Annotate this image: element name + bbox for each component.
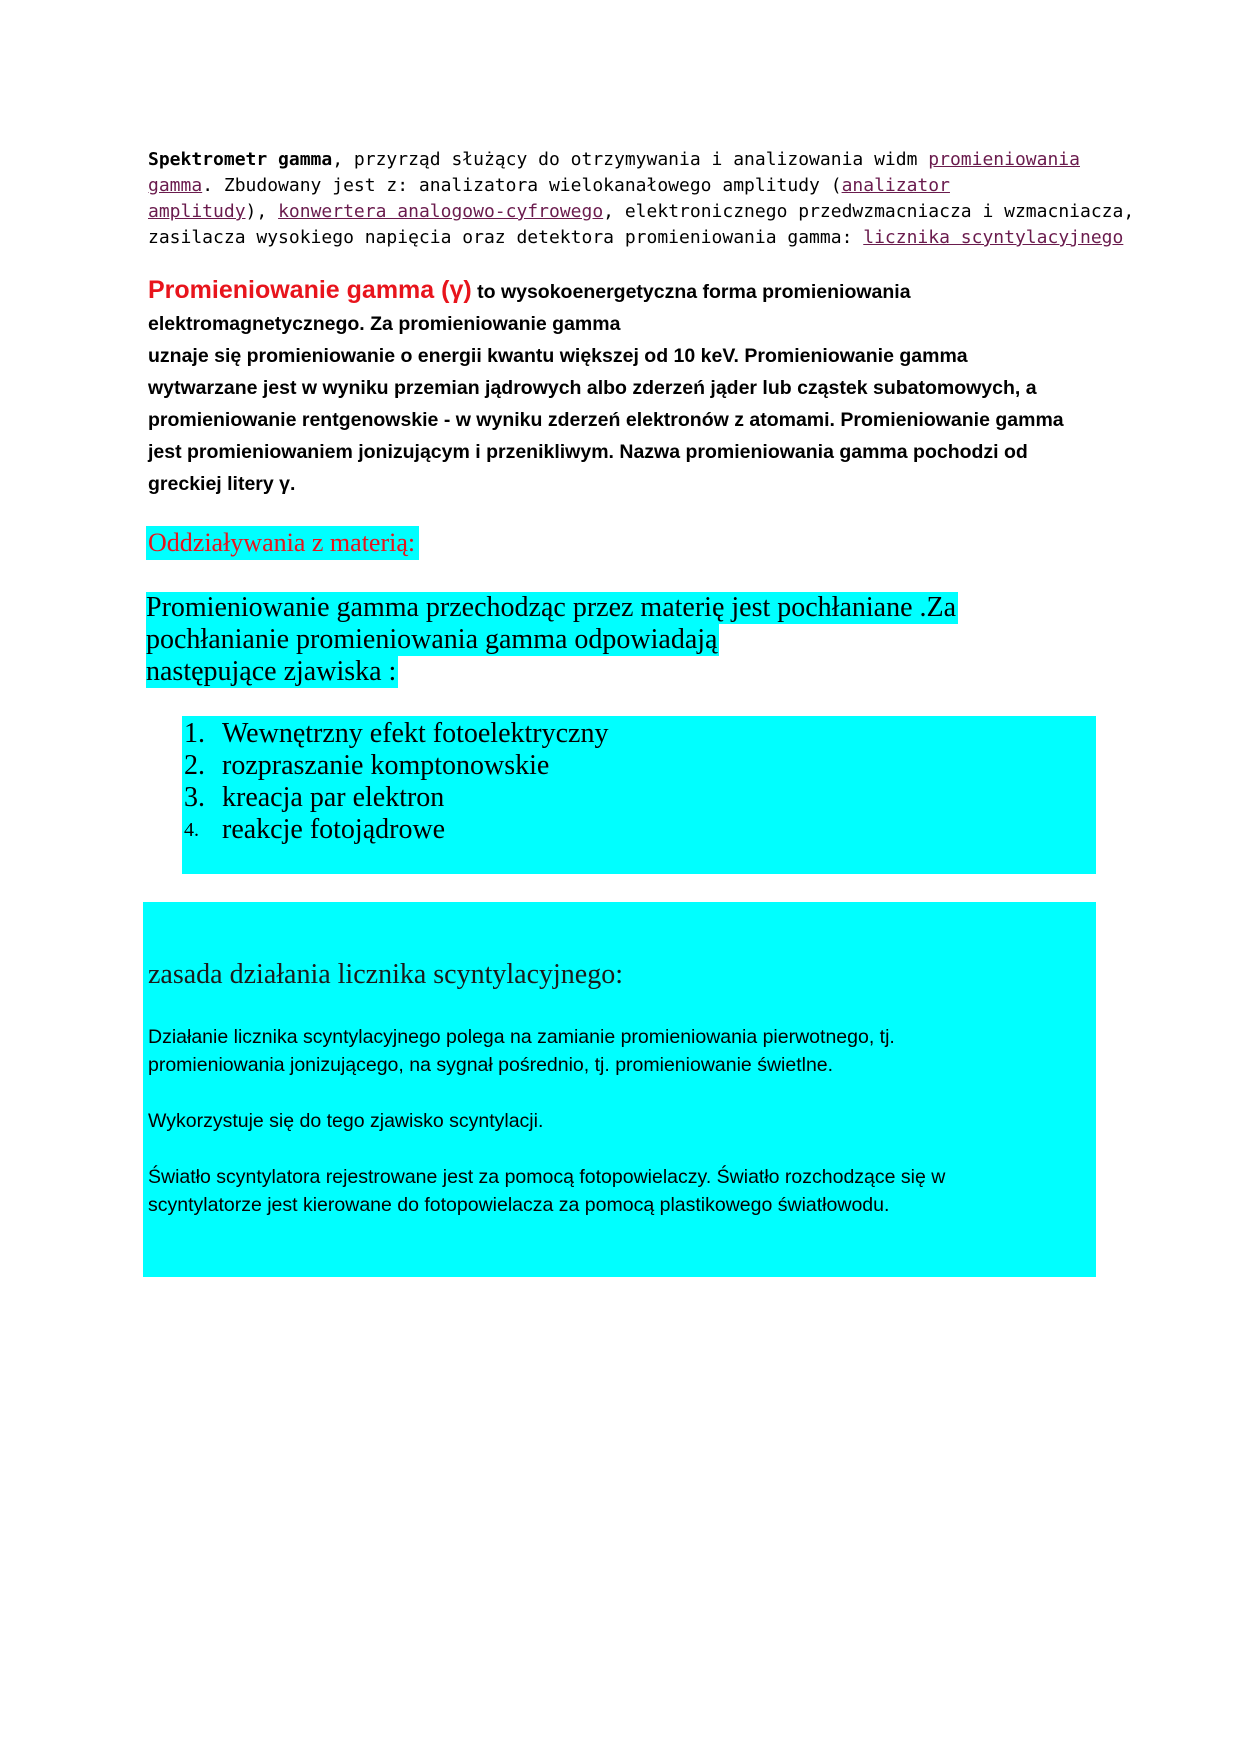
list-text: rozpraszanie komptonowskie bbox=[222, 750, 550, 781]
gamma-title: Promieniowanie gamma (γ) bbox=[148, 276, 472, 304]
intro-line-2: gamma. Zbudowany jest z: analizatora wielokanałowego amplitudy (analizator bbox=[148, 175, 950, 196]
link-konwertera[interactable]: konwertera analogowo-cyfrowego bbox=[278, 201, 604, 222]
absorption-line-3: następujące zjawiska : bbox=[146, 656, 397, 687]
list-number: 2. bbox=[184, 750, 205, 781]
list-number: 3. bbox=[184, 782, 205, 813]
gamma-line-4: wytwarzane jest w wyniku przemian jądrowych albo zderzeń jąder lub cząstek subatomowych, a bbox=[148, 377, 1037, 399]
intro-line-4: zasilacza wysokiego napięcia oraz detektora promieniowania gamma: licznika scyntylacyjnego bbox=[148, 227, 1124, 248]
spektrometr-gamma-term: Spektrometr gamma bbox=[148, 149, 333, 170]
list-text: reakcje fotojądrowe bbox=[222, 814, 446, 845]
absorption-paragraph bbox=[146, 592, 958, 688]
gamma-line-3: uznaje się promieniowanie o energii kwantu większej od 10 keV. Promieniowanie gamma bbox=[148, 345, 968, 367]
link-analizator-amplitudy[interactable]: analizator bbox=[841, 175, 950, 196]
link-promieniowania-gamma[interactable]: promieniowania bbox=[928, 149, 1080, 170]
gamma-line-1: Promieniowanie gamma (γ) to wysokoenergetyczna forma promieniowania bbox=[148, 276, 911, 304]
link-licznika-scyntylacyjnego[interactable]: licznika scyntylacyjnego bbox=[863, 227, 1124, 248]
scintillation-heading: zasada działania licznika scyntylacyjnego: bbox=[148, 959, 624, 990]
interactions-heading: Oddziaływania z materią: bbox=[146, 526, 419, 560]
phenomena-box bbox=[182, 716, 1096, 874]
absorption-line-2: pochłanianie promieniowania gamma odpowiadają bbox=[146, 624, 718, 655]
scintillation-paragraph-2: Wykorzystuje się do tego zjawisko scyntylacji. bbox=[148, 1110, 544, 1132]
scintillation-paragraph-3: Światło scyntylatora rejestrowane jest za pomocą fotopowielaczy. Światło rozchodzące się w scyntylatorze jest kierowane do fotopowielacza za pomocą plastikowego światłowodu. bbox=[148, 1166, 946, 1216]
scintillation-box bbox=[143, 902, 1096, 1277]
intro-paragraph bbox=[148, 147, 1135, 251]
gamma-line-2: elektromagnetycznego. Za promieniowanie gamma bbox=[148, 313, 621, 335]
link-promieniowania-gamma-cont[interactable]: gamma bbox=[148, 175, 203, 196]
list-number: 1. bbox=[184, 718, 205, 749]
intro-line-3: amplitudy), konwertera analogowo-cyfrowego, elektronicznego przedwzmacniacza i wzmacniacza, bbox=[148, 201, 1135, 222]
intro-line-1: Spektrometr gamma, przyrząd służący do otrzymywania i analizowania widm promieniowania bbox=[148, 149, 1080, 170]
link-analizator-amplitudy-cont[interactable]: amplitudy bbox=[148, 201, 246, 222]
gamma-definition bbox=[148, 274, 1108, 500]
scintillation-paragraph-1: Działanie licznika scyntylacyjnego polega na zamianie promieniowania pierwotnego, tj. promieniowania jonizującego, na sygnał pośrednio, tj. promieniowanie świetlne. bbox=[148, 1026, 895, 1076]
gamma-line-7: greckiej litery γ. bbox=[148, 473, 296, 495]
list-text: kreacja par elektron bbox=[222, 782, 445, 813]
list-number: 4. bbox=[184, 819, 199, 841]
absorption-line-1: Promieniowanie gamma przechodząc przez materię jest pochłaniane .Za bbox=[146, 592, 957, 623]
list-text: Wewnętrzny efekt fotoelektryczny bbox=[222, 718, 609, 749]
gamma-line-6: jest promieniowaniem jonizującym i przenikliwym. Nazwa promieniowania gamma pochodzi od bbox=[148, 441, 1028, 463]
gamma-line-5: promieniowanie rentgenowskie - w wyniku zderzeń elektronów z atomami. Promieniowanie gamma bbox=[148, 409, 1064, 431]
